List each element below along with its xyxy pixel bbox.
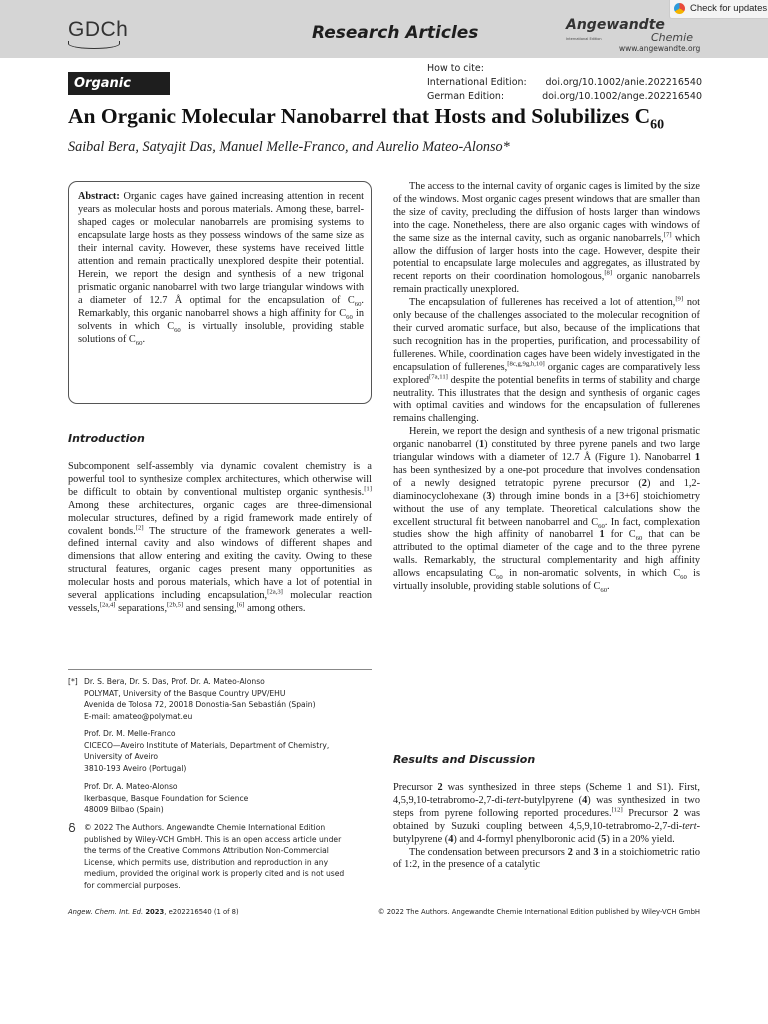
cite-edition-international: International Edition:: [427, 77, 527, 88]
journal-logo-line1: Angewandte: [566, 17, 665, 33]
affiliation-line: CICECO—Aveiro Institute of Materials, Department of Chemistry,: [84, 740, 330, 750]
heading-results-and-discussion: Results and Discussion: [393, 753, 536, 766]
gdch-logo: GDCh: [68, 18, 129, 41]
open-access-icon: [68, 823, 76, 832]
section-title: Research Articles: [312, 23, 479, 43]
footer-copyright: © 2022 The Authors. Angewandte Chemie International Edition published by Wiley-VCH GmbH: [377, 908, 700, 916]
journal-logo-line2: Chemie: [651, 31, 693, 44]
affiliation-line: 3810-193 Aveiro (Portugal): [84, 763, 187, 773]
affiliation-line: Avenida de Tolosa 72, 20018 Donostia-San Sebastián (Spain): [84, 700, 316, 709]
affiliation-line: POLYMAT, University of the Basque Country UPV/EHU: [84, 688, 286, 698]
license-line: for commercial purposes.: [84, 880, 181, 890]
doi-link-german[interactable]: doi.org/10.1002/ange.202216540: [542, 91, 702, 102]
abstract-label: Abstract:: [78, 191, 120, 202]
affiliation-line: Ikerbasque, Basque Foundation for Science: [84, 793, 249, 803]
license-line: © 2022 The Authors. Angewandte Chemie International Edition: [84, 823, 326, 832]
article-title: An Organic Molecular Nanobarrel that Hosts and Solubilizes $C_{60}$: [68, 104, 665, 133]
check-for-updates-button[interactable]: [669, 0, 768, 19]
affiliation-marker: [*]: [68, 677, 78, 686]
paragraph: Precursor 2 was synthesized in three steps (Scheme 1 and S1). First, 4,5,9,10-tetrabromo-2,7-di-tert-butylpyrene (4) was synthesized in two steps from pyrene following reported procedures.[12] Precursor 2 was obtained by Suzuki coupling between 4,5,9,10-tetrabromo-2,7-di-tert-butylpyrene (4) and 4-formyl phenylboronic acid (5) in a 20% yield.: [393, 782, 701, 845]
how-to-cite: [427, 62, 702, 104]
footnote-divider: [68, 669, 372, 670]
affiliation-line: 48009 Bilbao (Spain): [84, 805, 164, 814]
license-line: License, which permits use, distribution and reproduction in any: [84, 857, 329, 867]
paragraph: The condensation between precursors 2 and 3 in a stoichiometric ratio of 1:2, in the presence of a catalytic: [393, 846, 700, 871]
paragraph: The encapsulation of fullerenes has received a lot of attention,[9] not only because of the challenges associated to the molecular recognition of their curved aromatic surface, but also, because of the implications that such recognition has in the properties, purification, and processability of fullerenes. While, coordination cages have been widely investigated in the encapsulation of fullerenes,[8c,g,9g,h,10] organic cages are comparatively less explored[7a,11] despite the potential benefits in terms of stability and charge neutrality. This illustrates that the design and synthesis of organic cages with optimal cavities and windows for the encapsulation of fullerenes remains challenging.: [393, 295, 700, 425]
affiliation-line: Dr. S. Bera, Dr. S. Das, Prof. Dr. A. Mateo-Alonso: [84, 677, 265, 686]
crossmark-icon: [674, 3, 685, 14]
abstract-text: Abstract: Organic cages have gained increasing attention in recent years as molecular hosts and porous materials. Among these, barrel-shaped cages or molecular nanobarrels are promising systems to encapsulate large hosts as they possess windows of the same size as their internal cavity. However, these systems have received little attention and remain practically unexplored despite their potential. Herein, we report the design and synthesis of a new trigonal prismatic organic nanobarrel with two large triangular windows with a diameter of 12.7 Å optimal for the encapsulation of $C_{60}$. Remarkably, this organic nanobarrel shows a high affinity for $C_{60}$ in solvents in which $C_{60}$ is virtually insoluble, providing stable solutions of $C_{60}$.: [78, 191, 365, 348]
author-list: Saibal Bera, Satyajit Das, Manuel Melle-Franco, and Aurelio Mateo-Alonso*: [68, 139, 510, 155]
cite-label: How to cite:: [427, 63, 484, 74]
introduction-paragraph: Subcomponent self-assembly via dynamic covalent chemistry is a powerful tool to synthesize complex architectures, which otherwise will be difficult to obtain by conventional multistep organic synthesis.[1] Among these architectures, organic cages are three-dimensional molecular structures, defined by a rigid framework made entirely of covalent bonds.[2] The structure of the framework generates a well-defined internal cavity and also windows of different shapes and dimensions that allow entering and exiting the cavity. Owing to these structural features, organic cages present many opportunities as molecular hosts and porous materials, which have a lot of potential in several applications including encapsulation,[2a,3] molecular reaction vessels,[2a,4] separations,[2b,5] and sensing,[6] among others.: [68, 461, 372, 614]
journal-url[interactable]: www.angewandte.org: [619, 44, 701, 53]
abstract-box: [68, 181, 372, 404]
affiliation-line: University of Aveiro: [84, 752, 159, 761]
journal-header-bar: [0, 0, 768, 58]
results-text: [393, 782, 700, 872]
journal-logo-subtitle: International Edition: [566, 37, 602, 41]
license-line: published by Wiley-VCH GmbH. This is an open access article under: [84, 834, 342, 844]
cite-edition-german: German Edition:: [427, 91, 505, 102]
paragraph: The access to the internal cavity of organic cages is limited by the size of the windows. Most organic cages present windows that are smaller than the size of cavity, precluding the diffusion of hosts larger than windows into the cage. Nonetheless, there are also organic cages with windows of the same size as the internal cavity, such as organic nanobarrels,[7] which allow the diffusion of larger hosts into the cage. However, despite their potential to encapsulate large molecules and aggregates, as illustrated by recent reports on their coordination homologous,[8] organic nanobarrels remain practically unexplored.: [393, 181, 700, 296]
affiliation-email[interactable]: E-mail: amateo@polymat.eu: [84, 711, 193, 721]
right-column-text: [393, 181, 700, 594]
heading-introduction: Introduction: [68, 432, 145, 445]
gdch-logo-arc: [68, 41, 120, 49]
affiliation-line: Prof. Dr. A. Mateo-Alonso: [84, 782, 178, 791]
license-line: the terms of the Creative Commons Attribution Non-Commercial: [84, 846, 329, 855]
paragraph: Herein, we report the design and synthesis of a new trigonal prismatic organic nanobarrel (1) constituted by three pyrene panels and two large triangular windows with a diameter of 12.7 Å (Figure 1). Nanobarrel 1 has been synthesized by a one-pot procedure that involves condensation of a newly designed tetratopic pyrene precursor (2) and 1,2-diaminocyclohexane (3) through imine bonds in a [3+6] stoichiometry without the use of any template. Theoretical calculations show the excellent structural fit between nanobarrel and $C_{60}$. In fact, complexation studies show the high affinity of nanobarrel 1 for $C_{60}$ that can be attributed to the optimal diameter of the cage and to the three pyrene walls. Remarkably, the structural complementarity and high affinity allows encapsulating $C_{60}$ in non-aromatic solvents, in which $C_{60}$ is virtually insoluble, providing stable solutions of $C_{60}$.: [393, 426, 701, 595]
footer-citation: Angew. Chem. Int. Ed. 2023, e202216540 (1 of 8): [68, 908, 239, 916]
license-line: medium, provided the original work is properly cited and is not used: [84, 869, 345, 878]
topic-badge: Organic: [68, 72, 170, 95]
check-for-updates-label: Check for updates: [690, 3, 768, 14]
doi-link-international[interactable]: doi.org/10.1002/anie.202216540: [545, 77, 702, 88]
affiliation-line: Prof. Dr. M. Melle-Franco: [84, 729, 176, 738]
